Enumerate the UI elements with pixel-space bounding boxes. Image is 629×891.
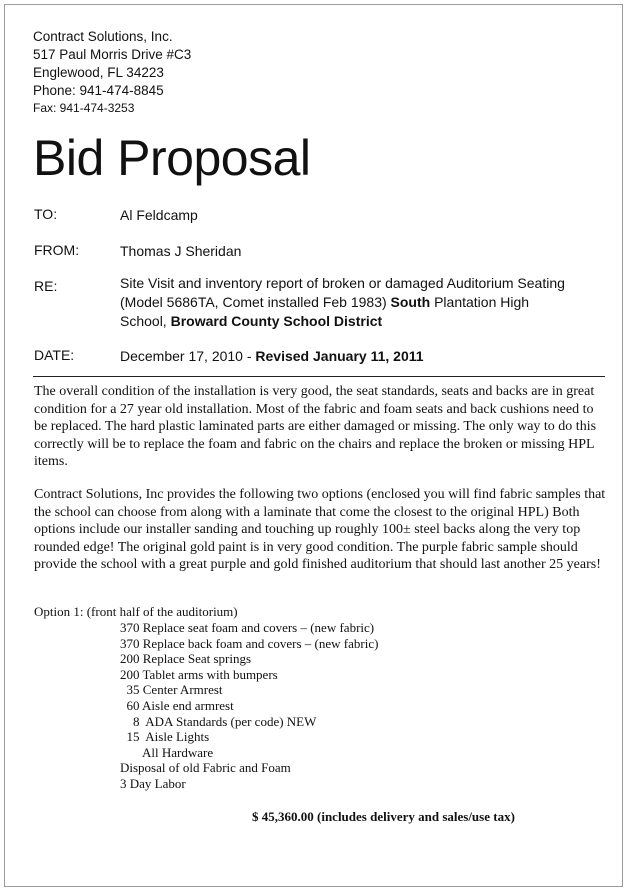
re-line-3-text: School, bbox=[120, 313, 171, 329]
paragraph-condition: The overall condition of the installation is very good, the seat standards, seats and backs are in great condition for a 27 year old installation. Most of the fabric and foam seats and back cushions need to be replaced. The hard plastic laminated parts are either damaged or missing. The only way to do this correctly will be to replace the foam and fabric on the chairs and replace the broken or missing HPL items. bbox=[34, 384, 597, 470]
letterhead bbox=[33, 28, 191, 116]
from-value: Thomas J Sheridan bbox=[120, 243, 242, 259]
re-school-name-bold: South bbox=[390, 294, 431, 310]
list-item: 35 Center Armrest bbox=[120, 682, 223, 698]
re-line-3 bbox=[120, 312, 600, 331]
address-line-2: Englewood, FL 34223 bbox=[33, 65, 164, 80]
header-divider bbox=[33, 376, 605, 377]
re-label: RE: bbox=[34, 278, 58, 294]
paragraph-options: Contract Solutions, Inc provides the following two options (enclosed you will find fabric samples that the school can choose from along with a laminate that come the closest to the original HPL) Both options include our installer sanding and touching up roughly 100± steel backs along the very top rounded edge! The original gold paint is in very good condition. The purple fabric sample should provide the school with a great purple and gold finished auditorium that should last another 25 years! bbox=[34, 487, 606, 573]
list-item: 15 Aisle Lights bbox=[120, 729, 210, 745]
phone-number: Phone: 941-474-8845 bbox=[33, 83, 164, 98]
document-title: Bid Proposal bbox=[33, 130, 311, 186]
fax-number: Fax: 941-474-3253 bbox=[33, 101, 135, 115]
re-line-2-text: (Model 5686TA, Comet installed Feb 1983) bbox=[120, 294, 391, 310]
list-item: 8 ADA Standards (per code) NEW bbox=[120, 713, 317, 729]
option-1-label: Option 1: (front half of the auditorium) bbox=[34, 604, 238, 619]
re-line-2-tail: Plantation High bbox=[430, 294, 530, 310]
date-label: DATE: bbox=[34, 347, 75, 363]
revised-date: Revised January 11, 2011 bbox=[255, 348, 424, 364]
to-label: TO: bbox=[34, 206, 58, 222]
re-line-1: Site Visit and inventory report of broken or damaged Auditorium Seating bbox=[120, 275, 565, 291]
list-item: 200 Replace Seat springs bbox=[120, 651, 252, 667]
list-item: 3 Day Labor bbox=[120, 775, 186, 791]
list-item: 60 Aisle end armrest bbox=[120, 697, 234, 713]
re-value bbox=[120, 274, 600, 331]
to-value: Al Feldcamp bbox=[120, 207, 198, 223]
date-value bbox=[120, 347, 600, 366]
option-1-items bbox=[120, 620, 378, 792]
re-line-2 bbox=[120, 293, 600, 312]
list-item: 370 Replace seat foam and covers – (new fabric) bbox=[120, 620, 375, 635]
re-district-bold: Broward County School District bbox=[170, 313, 383, 329]
list-item: Disposal of old Fabric and Foam bbox=[120, 760, 291, 776]
from-label: FROM: bbox=[34, 242, 80, 258]
date-text: December 17, 2010 - bbox=[120, 348, 256, 364]
address-line-1: 517 Paul Morris Drive #C3 bbox=[33, 47, 192, 62]
list-item: 200 Tablet arms with bumpers bbox=[120, 666, 278, 682]
list-item: 370 Replace back foam and covers – (new fabric) bbox=[120, 635, 379, 651]
list-item: All Hardware bbox=[120, 744, 214, 760]
company-name: Contract Solutions, Inc. bbox=[33, 29, 173, 44]
option-1-total: $ 45,360.00 (includes delivery and sales/use tax) bbox=[252, 809, 515, 824]
